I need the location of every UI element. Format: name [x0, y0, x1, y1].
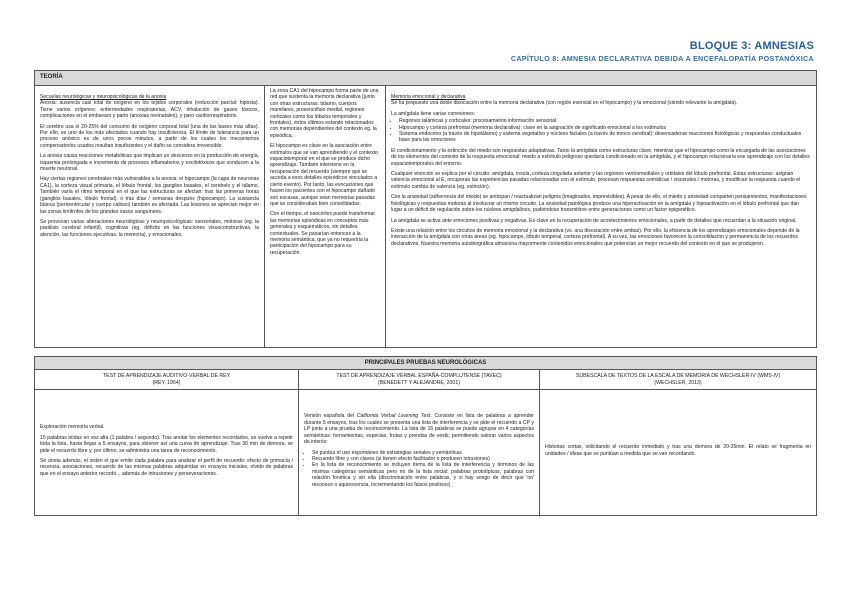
anoxia-p4: Hay ciertas regiones cerebrales más vulnerables a la anoxia: el hipocampo (la capa de neuronas CA1), la corteza visual primaria, el lóbulo frontal, los ganglios basales, el cerebelo y el tálamo. También varía el ritmo temporal en el que las estructuras se afectan: tras las primeras horas (ganglios basales, lóbulo frontal), o tras días / semanas después (hipocampo). La sustancia blanca (periventricular y cuerpo calloso) también es afectada. Las lesiones se aprecian mejor en las zonas limítrofes de los grandes vasos sanguíneos. — [40, 176, 259, 215]
test-wms-name: SUBESCALA DE TEXTOS DE LA ESCALA DE MEMORIA DE WECHSLER-IV (WMS-IV) — [575, 373, 781, 380]
test-rey-ref: (REY, 1964) — [152, 379, 181, 386]
list-item: • Regiones talámicas y corticales: procesamiento información sensorial — [399, 118, 811, 124]
tavec-intro-b: . Consiste en lista de palabras a aprender durante 5 ensayos, tras los cuales se presenta una lista de interferencia y se pide el recuerdo a CP y LP junto a una prueba de reconocimiento. La lista de 16 palabras se puede agrupar en 4 categorías semánticas: herramientas, especias, frutas y prendas de vestir, permitiendo valorar varios aspectos de interés: — [304, 413, 535, 446]
theory-heading: TEORÍA — [35, 71, 817, 86]
list-item: • Recuerdo libre y con claves (si tienen efecto facilitador o producen intrusiones) — [312, 456, 534, 462]
emotional-p2: La amígdala tiene varias conexiones: — [391, 110, 476, 117]
emotional-p1: Se ha propuesto una doble disociación entre la memoria declarativa (con región esencial en el hipocampo) y la emocional (siendo relevante la amígdala). — [391, 100, 738, 107]
list-item: • En la lista de reconocimiento se incluyen ítems de la lista de interferencia y términos de las mismas categorías semánticas pero no de la lista inicial: palabras prototípicas, palabras con relación fonética y sin ella (discriminación entre palabras, y si hay sesgo de decir que 'no' reconoce o aquiescencia, incrementando los falsos positivos) — [312, 462, 534, 488]
anoxia-p3: La anoxia causa reacciones metabólicas que implican un descenso en la producción de energía, isquemia prolongada e incremento de procesos inflamatorios y excitotóxicos que conducen a la muerte neuronal. — [40, 153, 259, 173]
tavec-intro-a: Versión española del — [304, 413, 357, 420]
theory-col-hippocampus — [265, 86, 386, 348]
amygdala-connections-list — [391, 118, 811, 144]
test-rey-header — [35, 370, 299, 390]
anoxia-p1: Anoxia: ausencia casi total de oxígeno en los tejidos corporales (reducción parcial: hipoxia). Tiene varios orígenes: enfermedades respiratorias, ACV, inhalación de gases tóxicos, complicaciones en el embarazo y parto (anoxias neonatales), y paro cardiorrespiratorio. — [40, 100, 259, 120]
test-tavec-name: TEST DE APRENDIZAJE VERBAL ESPAÑA-COMPLUTENSE (TAVEC) — [336, 373, 502, 380]
rey-p1: Exploración memoria verbal. — [40, 424, 105, 431]
theory-col-anoxia — [35, 86, 265, 348]
chapter-subtitle: CAPÍTULO 8: AMNESIA DECLARATIVA DEBIDA A ENCEFALOPATÍA POSTANÓXICA — [510, 54, 814, 63]
test-wms-header — [540, 370, 817, 390]
emotional-title: Memoria emocional y declarativa — [391, 94, 466, 100]
anoxia-title: Secuelas neurológicas y neuropsicológicas de la anoxia — [40, 94, 167, 100]
anoxia-p5: Se provocan varias alteraciones neurológicas y neuropsicológicas: sensoriales, motoras (eg. la parálisis cerebral infantil), cognitivas (eg. déficits en las funciones visuoconstructivas, la atención, las funciones ejecutivas, la memoria), y emocionales. — [40, 218, 259, 238]
rey-p2: 15 palabras leídas en voz alta (1 palabra / segundo). Tras anotar los elementos recordados, se vuelve a repetir toda la lista, hasta llegar a 5 ensayos, para obtener así una curva de aprendizaje. Tras 30 min de demora, se pide el recuerdo libre y, por último, se administra una tarea de reconocimiento. — [40, 434, 293, 454]
rey-p3: Se anota además, el orden el que emite cada palabra para analizar el perfil de recuerdo: efecto de primacía / recencia, asociaciones, recuerdo de las mismas palabras adquiridas en ensayos iniciales, olvido de palabras que en el ensayo anterior recordó... además de intrusiones y perseveraciones. — [40, 457, 293, 477]
tavec-intro-title: California Verbal Learning Test — [356, 413, 431, 420]
test-tavec-header — [299, 370, 540, 390]
emotional-p6: La amígdala se activa ante emociones positivas y negativas. Es clave en la recuperación de acontecimientos emocionales, a partir de detalles que recuerdan a la situación original. — [391, 217, 797, 224]
emotional-p7: Existe una relación entre los circuitos de memoria emocional y la declarativa (vs. una disociación entre ambas). Por ello, la eficiencia de los aprendizajes emocionales depende de la interacción de la amígdala con otras áreas (eg. hipocampo, lóbulo temporal, corteza prefrontal). A su vez, las emociones favorecen la consolidación y permanencia de los recuerdos declarativos. Nuestra memoria autobiográfica almacena mayormente contenidos emocionales que potencian un mejor recuerdo del contexto en el que se produjeron. — [391, 227, 800, 247]
test-rey-body — [35, 390, 299, 516]
hippo-p1: La zona CA1 del hipocampo forma parte de una red que sustenta la memoria declarativa (junto con otras estructuras: tálamo, cuerpos mamilares, prosencéfalo medial, regiones corticales como los lóbulos temporales y frontales), éstos últimos estando relacionados con memorias dependientes del contexto eg. la episódica. — [270, 88, 379, 139]
emotional-p5: Con la ansiedad (adherencia del miedo) se anticipan / reactualizan peligros (imaginados, imprevisibles). A pesar de ello, el miedo y ansiedad comparten pensamientos, manifestaciones fisiológicas y respuestas motoras al involucrar un mismo circuito. La ansiedad patológica produce una hiperactivación en la amígdala y hipoactivación en el lóbulo prefrontal que dan lugar a un déficit de regulación sobre los núcleos amigdalinos, pudiéndose transmitirse entre generaciones como un factor epigenético. — [391, 194, 807, 214]
test-tavec-ref: (BENEDETT Y ALEJANDRE, 2001) — [378, 379, 460, 386]
theory-table — [34, 70, 817, 348]
test-rey-name: TEST DE APRENDIZAJE AUDITIVO-VERBAL DE REY — [102, 373, 231, 380]
wms-p1: Historias cortas, solicitando el recuerdo inmediato y tras una demora de 20-35min. El relato se fragmenta en unidades / ideas que se puntúan a medida que se van recordando. — [545, 444, 812, 457]
tavec-intro — [304, 413, 534, 445]
hippo-p3: Con el tiempo, el neocórtex puede transformar las memorias episódicas en conceptos más generales y esquemáticos, sin detalles contextuales. Se pasarían entonces a la memoria semántica, que ya no requeriría la participación del hipocampo para su recuperación. — [270, 211, 376, 256]
emotional-p4: Cualquier emoción se explica por el circuito: amígdala, ínsula, corteza cingulada anterior y las regiones ventromediales y orbitales del lóbulo prefrontal. Estas estructuras: asignan valencia emocional al E, recuperan las experiencias pasadas relacionadas con el estímulo, procesan respuestas somáticas / viscerales / motoras, y modifican la respuesta cuando el estímulo cambia de valencia (eg. extinción). — [391, 171, 801, 190]
test-tavec-body — [299, 390, 540, 516]
theory-col-emotional — [386, 86, 817, 348]
test-wms-body — [540, 390, 817, 516]
list-item: • Hipocampo y corteza prefrontal (memoria declarativa): clave en la asignación de significado emocional a los estímulos — [399, 125, 811, 131]
emotional-p3: El condicionamiento y la extinción del miedo son respuestas adaptativas. Tanto la amígdala como estructuras clave, mientras que el hipocampo como la encargada de las asociaciones de los elementos del contexto de la respuesta emocional: miedo a estímulo peligroso quedaría condicionado en la amígdala, y el hipocampo relacionaría ese aprendizaje con los detalles espaciotemporales del entorno. — [391, 147, 810, 167]
test-wms-ref: (WECHSLER, 2013) — [654, 379, 702, 386]
list-item: • Se puntúa el uso espontáneo de estrategias seriales y semánticas — [312, 450, 534, 456]
hippo-p2: El hipocampo es clave en la asociación entre estímulos que se van aprendiendo y el contexto espaciotemporal en el que se produce dicho aprendizaje. También interviene en la recuperación del recuerdo (siempre que se acceda a esos detalles episódicos vinculados a cierto evento). Por tanto, las evocaciones que hacen los pacientes con el hipocampo dañado son escasas, aunque sean memorias pasadas que se consideraban bien consolidadas. — [270, 143, 378, 207]
tests-table — [34, 356, 817, 516]
anoxia-p2: El cerebro usa el 20-25% del consumo de oxígeno corporal total (una de las bases más altas). Por ello, es uno de los más afectados cuando hay insuficiencia. El límite de tolerancia para un proceso anóxico es de unos pocos minutos, a partir de los cuales los mecanismos compensatorios usados resultan insuficientes y el daño se considera irreversible. — [40, 123, 259, 149]
list-item: • Sistema endocrino (a través de hipotálamo) y sistema vegetativo y núcleos faciales (a través de tronco cerebral): desencadenar reacciones fisiológicas y respuestas conductuales base para las emociones — [399, 131, 811, 144]
tavec-aspects-list — [304, 450, 534, 488]
tests-heading: PRINCIPALES PRUEBAS NEUROLÓGICAS — [35, 357, 817, 370]
document-title: BLOQUE 3: AMNESIAS — [689, 40, 814, 52]
